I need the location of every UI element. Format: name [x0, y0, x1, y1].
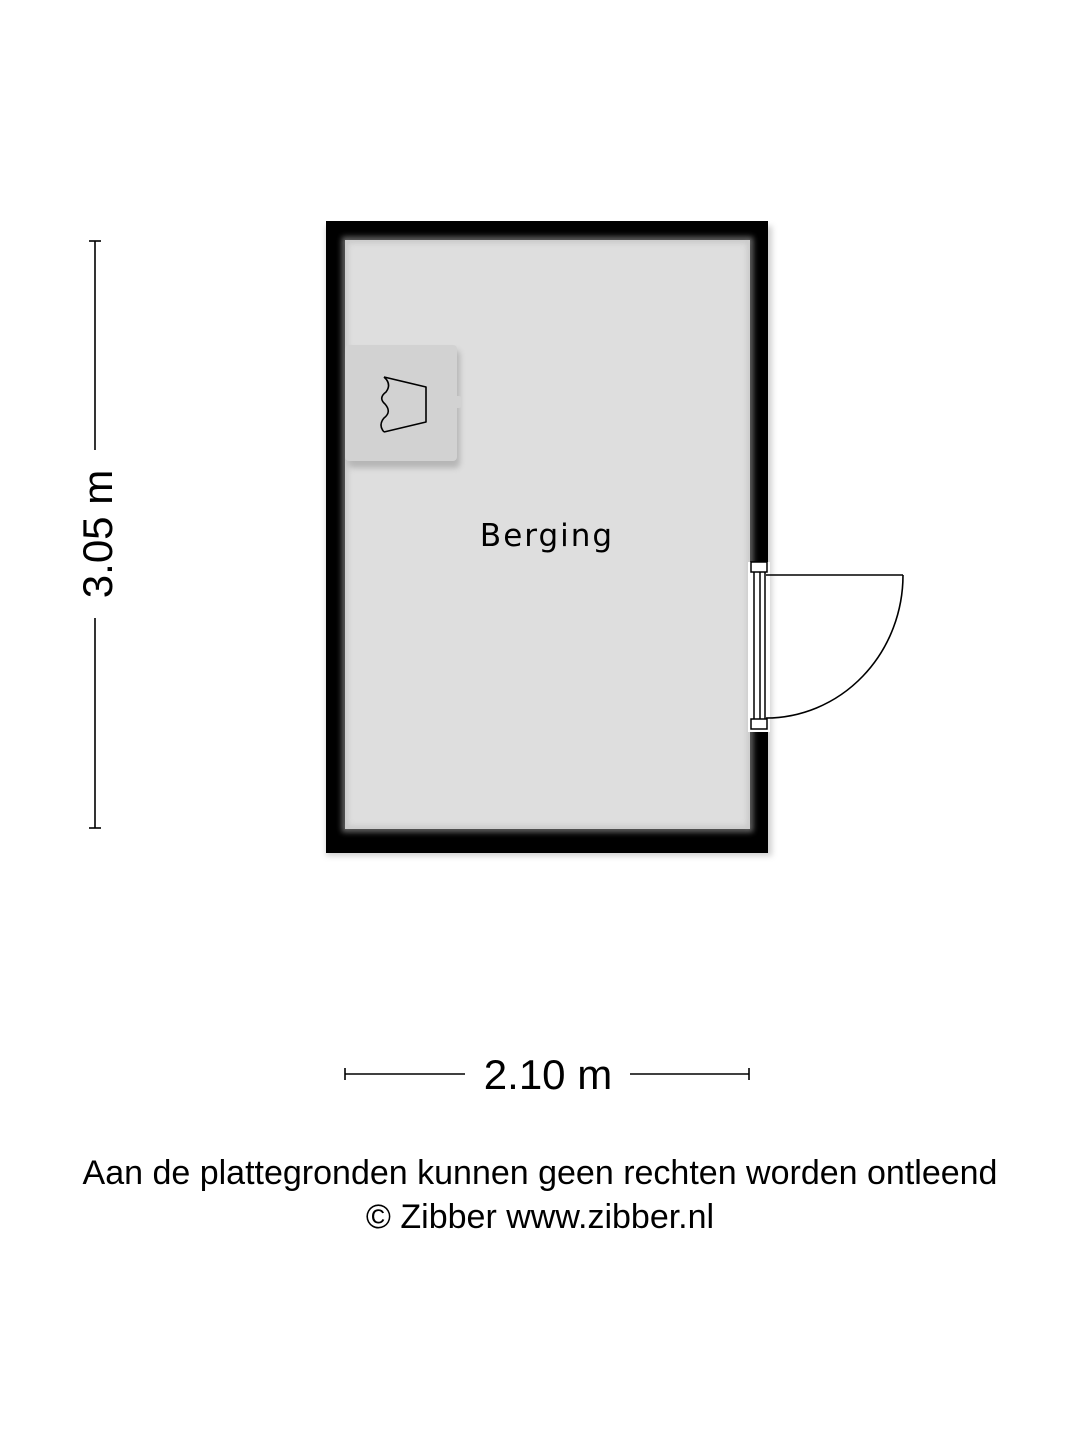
door-swing-icon — [766, 575, 903, 718]
room-label: Berging — [479, 518, 615, 554]
height-label: 3.05 m — [74, 469, 121, 599]
washing-machine-fixture — [345, 345, 461, 468]
width-label: 2.10 m — [483, 1051, 613, 1098]
height-dimension — [74, 241, 121, 828]
copyright-text: © Zibber www.zibber.nl — [365, 1198, 715, 1236]
width-dimension — [345, 1051, 749, 1098]
disclaimer-text: Aan de plattegronden kunnen geen rechten worden ontleend — [82, 1154, 998, 1192]
